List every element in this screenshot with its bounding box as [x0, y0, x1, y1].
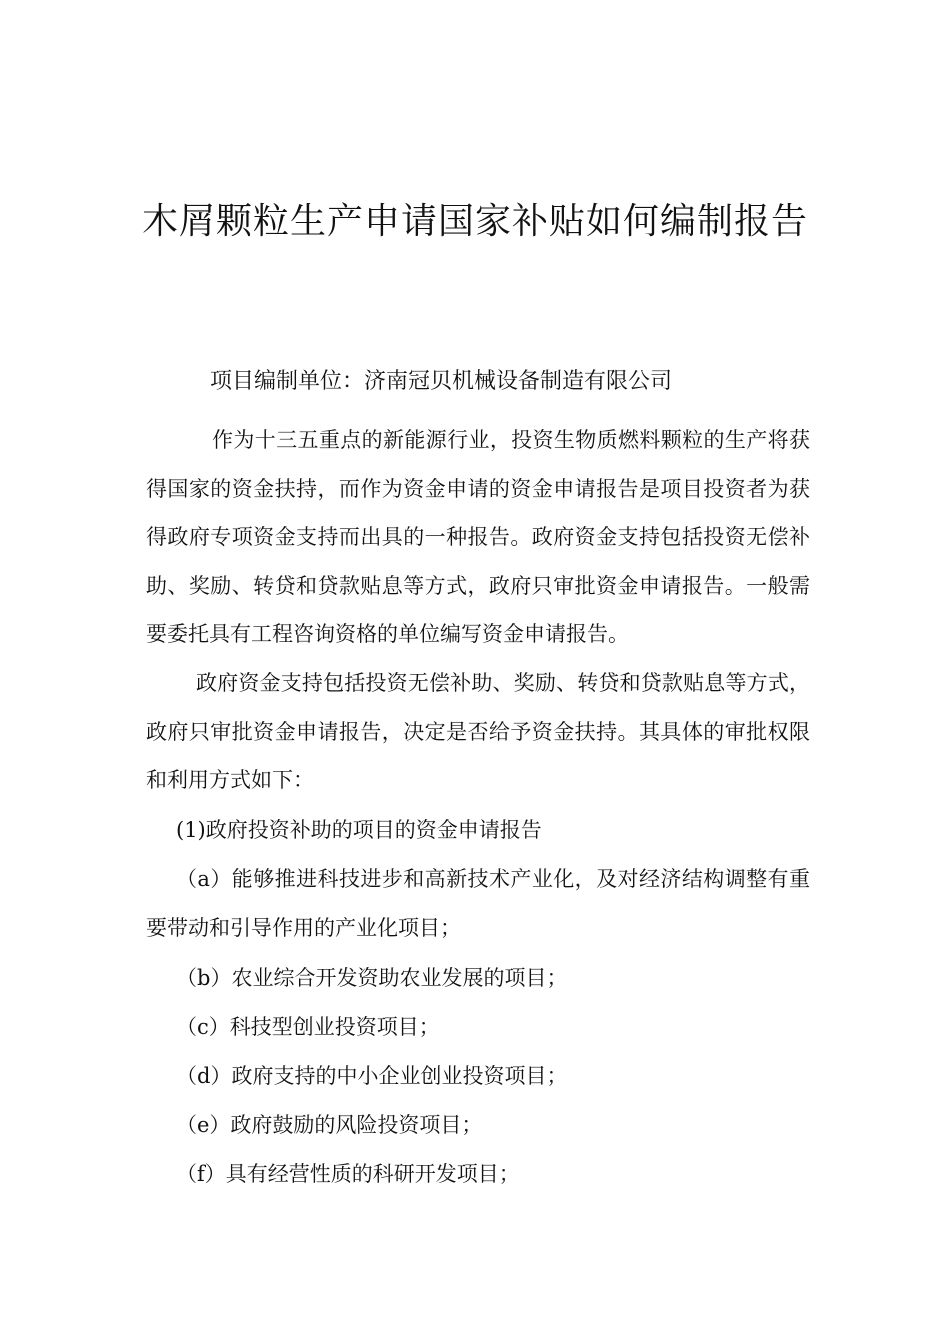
list-item-a: （a）能够推进科技进步和高新技术产业化，及对经济结构调整有重要带动和引导作用的产业化项目； [146, 867, 810, 940]
section-heading-1: (1)政府投资补助的项目的资金申请报告 [176, 818, 542, 842]
list-item-b: （b）农业综合开发资助农业发展的项目； [176, 966, 568, 990]
list-item-c: （c）科技型创业投资项目； [176, 1015, 440, 1039]
funding-methods-paragraph: 政府资金支持包括投资无偿补助、奖励、转贷和贷款贴息等方式，政府只审批资金申请报告，决定是否给予资金扶持。其具体的审批权限和利用方式如下： [146, 671, 810, 792]
list-item-e: （e）政府鼓励的风险投资项目； [176, 1113, 483, 1137]
list-item-d: （d）政府支持的中小企业创业投资项目； [176, 1064, 568, 1088]
document-title: 木屑颗粒生产申请国家补贴如何编制报告 [141, 201, 808, 242]
list-item-f: （f）具有经营性质的科研开发项目； [176, 1162, 520, 1186]
compiling-unit-line: 项目编制单位：济南冠贝机械设备制造有限公司 [210, 369, 673, 394]
intro-paragraph: 作为十三五重点的新能源行业，投资生物质燃料颗粒的生产将获得国家的资金扶持，而作为资金申请的资金申请报告是项目投资者为获得政府专项资金支持而出具的一种报告。政府资金支持包括投资无偿补助、奖励、转贷和贷款贴息等方式，政府只审批资金申请报告。一般需要委托具有工程咨询资格的单位编写资金申请报告。 [146, 428, 810, 646]
